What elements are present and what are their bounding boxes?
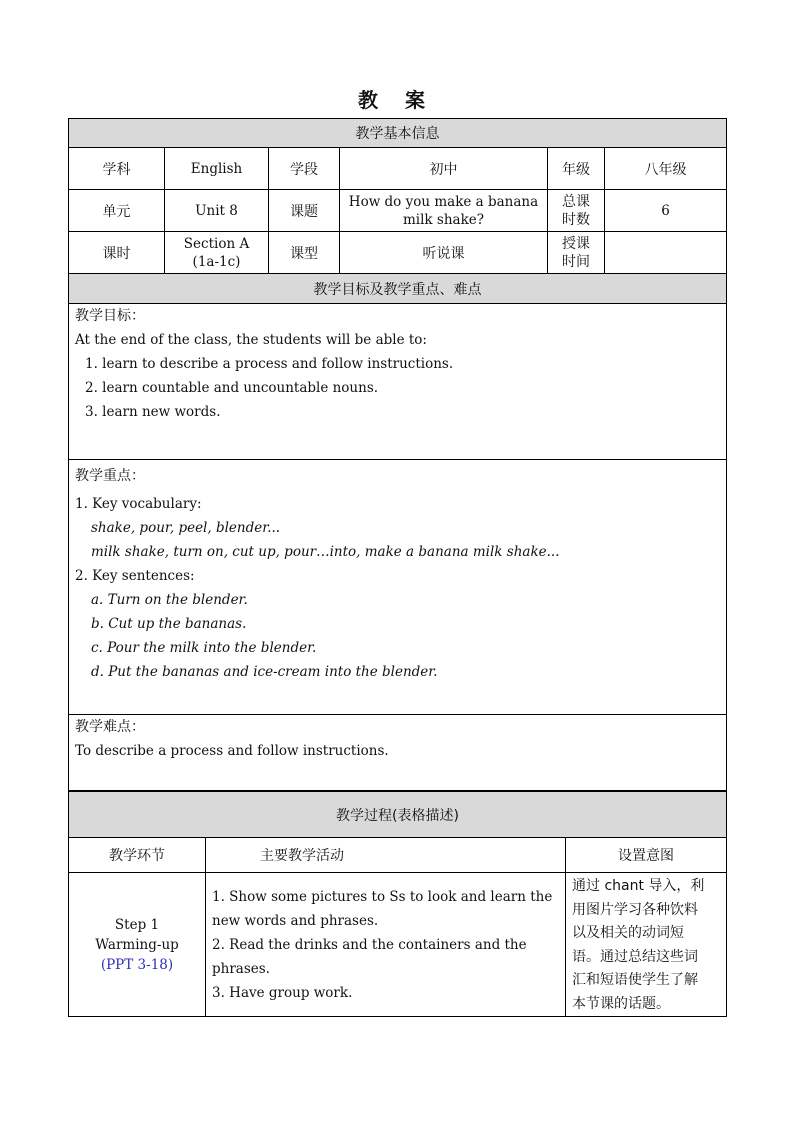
difficulties-cell bbox=[69, 715, 727, 791]
topic-line-2: milk shake? bbox=[403, 211, 484, 228]
key-points-heading: 教学重点： bbox=[75, 468, 145, 484]
grade-value: 八年级 bbox=[605, 148, 727, 190]
key-points-cell bbox=[69, 460, 727, 715]
label-lesson-type: 课型 bbox=[269, 232, 340, 274]
objective-item: 3. learn new words. bbox=[85, 404, 221, 420]
objectives-header: 教学目标及教学重点、难点 bbox=[69, 274, 727, 304]
difficulties-text: To describe a process and follow instructions. bbox=[75, 743, 389, 759]
key-sentences-title: 2. Key sentences: bbox=[75, 568, 195, 584]
intent-line: 汇和短语使学生了解 bbox=[572, 972, 698, 988]
label-total-periods bbox=[548, 190, 605, 232]
intent-cell bbox=[566, 873, 727, 1017]
intent-line: 语。通过总结这些词 bbox=[572, 948, 698, 965]
total-periods-value: 6 bbox=[605, 190, 727, 232]
process-header: 教学过程(表格描述) bbox=[69, 792, 727, 838]
label-topic: 课题 bbox=[269, 190, 340, 232]
objectives-table bbox=[68, 273, 727, 791]
activity-line: 1. Show some pictures to Ss to look and learn the bbox=[212, 889, 553, 905]
activity-cell bbox=[206, 873, 566, 1017]
period-value bbox=[165, 232, 269, 274]
intent-line: 本节课的话题。 bbox=[572, 995, 670, 1012]
objectives-intro: At the end of the class, the students will be able to: bbox=[75, 332, 427, 348]
sentence-item: d. Put the bananas and ice-cream into the blender. bbox=[91, 664, 438, 680]
objectives-cell bbox=[69, 304, 727, 460]
period-line-1: Section A bbox=[183, 235, 250, 252]
topic-line-1: How do you make a banana bbox=[348, 193, 539, 210]
intent-line: 以及相关的动词短 bbox=[572, 925, 684, 941]
sentence-item: b. Cut up the bananas. bbox=[91, 616, 247, 632]
objective-item: 2. learn countable and uncountable nouns. bbox=[85, 380, 379, 396]
activity-line: new words and phrases. bbox=[212, 913, 379, 929]
teaching-time-value bbox=[605, 232, 727, 274]
col-step-header: 教学环节 bbox=[69, 838, 206, 873]
intent-line: 用图片学习各种饮料 bbox=[572, 901, 698, 918]
activity-line: 3. Have group work. bbox=[212, 985, 353, 1001]
vocab-item: shake, pour, peel, blender... bbox=[91, 520, 281, 536]
label-total-line-2: 时数 bbox=[562, 211, 590, 228]
label-time-line-2: 时间 bbox=[562, 253, 590, 270]
label-unit: 单元 bbox=[69, 190, 165, 232]
basic-info-header: 教学基本信息 bbox=[69, 119, 727, 148]
vocab-item: milk shake, turn on, cut up, pour…into, make a banana milk shake... bbox=[91, 544, 560, 560]
label-teaching-time bbox=[548, 232, 605, 274]
activity-line: 2. Read the drinks and the containers and the bbox=[212, 937, 527, 953]
intent-line: 通过 chant 导入，利 bbox=[572, 878, 705, 894]
lesson-type-value: 听说课 bbox=[340, 232, 548, 274]
basic-info-table bbox=[68, 118, 727, 274]
objective-item: 1. learn to describe a process and follow instructions. bbox=[85, 356, 454, 372]
activity-line: phrases. bbox=[212, 961, 270, 977]
label-time-line-1: 授课 bbox=[562, 235, 590, 252]
step-cell bbox=[69, 873, 206, 1017]
label-period: 课时 bbox=[69, 232, 165, 274]
key-vocab-title: 1. Key vocabulary: bbox=[75, 496, 202, 512]
step-line-1: Step 1 bbox=[114, 916, 160, 933]
page-title: 教 案 bbox=[358, 88, 435, 112]
label-subject: 学科 bbox=[69, 148, 165, 190]
sentence-item: a. Turn on the blender. bbox=[91, 592, 248, 608]
stage-value: 初中 bbox=[340, 148, 548, 190]
topic-value bbox=[340, 190, 548, 232]
label-grade: 年级 bbox=[548, 148, 605, 190]
difficulties-heading: 教学难点： bbox=[75, 719, 145, 735]
unit-value: Unit 8 bbox=[165, 190, 269, 232]
subject-value: English bbox=[165, 148, 269, 190]
label-total-line-1: 总课 bbox=[562, 193, 590, 210]
col-intent-header: 设置意图 bbox=[566, 838, 727, 873]
objectives-heading: 教学目标： bbox=[75, 308, 145, 324]
sentence-item: c. Pour the milk into the blender. bbox=[91, 640, 317, 656]
period-line-2: (1a-1c) bbox=[192, 253, 241, 270]
label-stage: 学段 bbox=[269, 148, 340, 190]
col-activity-header: 主要教学活动 bbox=[206, 838, 566, 873]
step-line-2: Warming-up bbox=[95, 936, 179, 953]
process-table bbox=[68, 791, 727, 1017]
step-ppt-ref: (PPT 3-18) bbox=[100, 956, 174, 973]
